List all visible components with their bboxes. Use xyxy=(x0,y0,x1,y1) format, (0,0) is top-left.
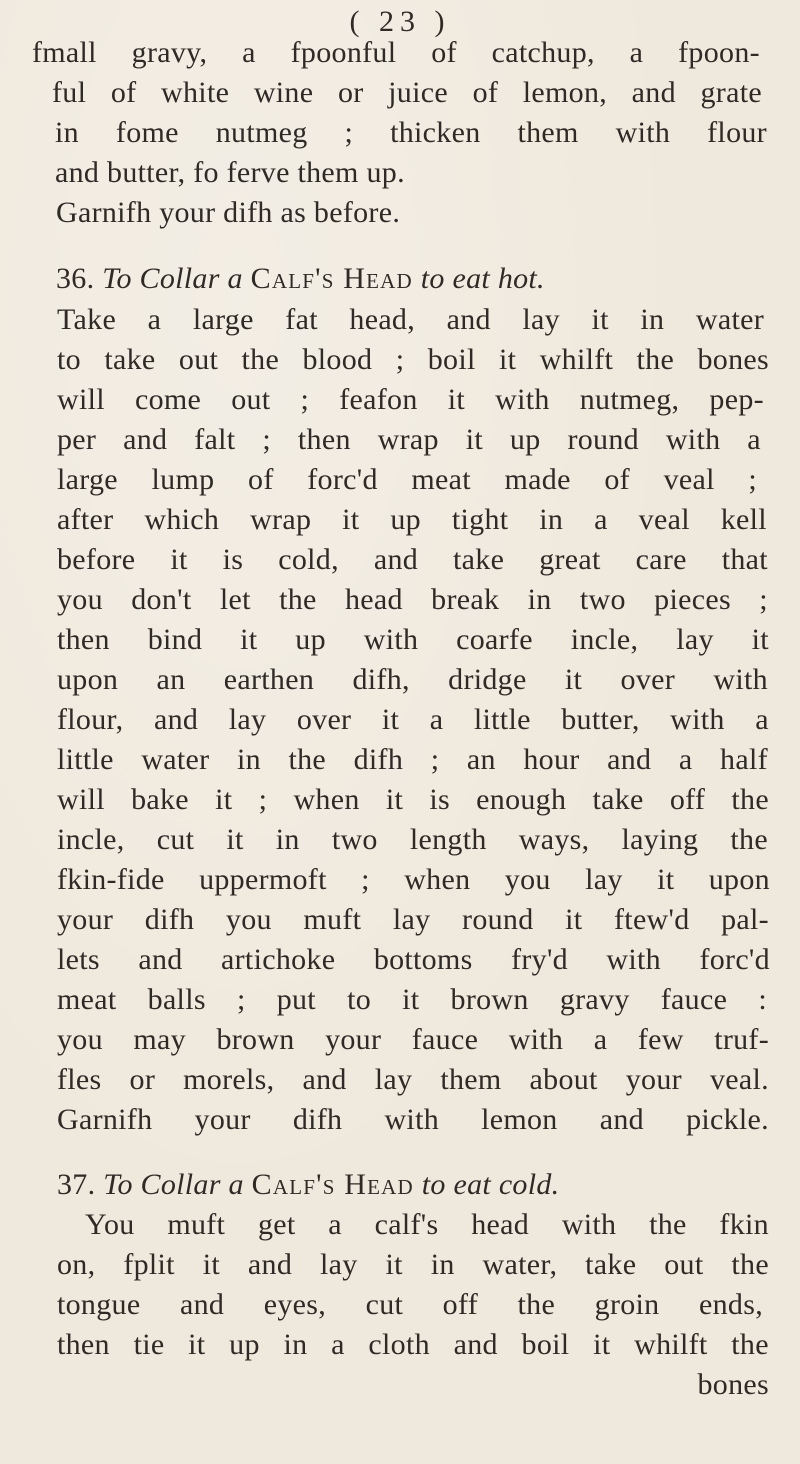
recipe-36-line: you don't let the head break in two pieces ; xyxy=(57,583,768,616)
recipe-37-heading xyxy=(57,1165,559,1205)
page-number: ( 23 ) xyxy=(349,5,451,38)
recipe-title-prefix: To Collar a xyxy=(103,1168,244,1201)
recipe-37-line: You muft get a calf's head with the fkin xyxy=(85,1208,769,1241)
recipe-title-name: Calf's Head xyxy=(250,262,413,295)
text-line: Garnifh your difh as before. xyxy=(56,196,401,229)
recipe-37-line: tongue and eyes, cut off the groin ends, xyxy=(57,1288,763,1321)
text-line: and butter, fo ferve them up. xyxy=(55,156,405,189)
recipe-36-line: fles or morels, and lay them about your veal. xyxy=(57,1063,769,1096)
recipe-36-heading xyxy=(56,259,545,299)
recipe-36-line: large lump of forc'd meat made of veal ; xyxy=(57,463,757,496)
recipe-36-line: incle, cut it in two length ways, laying the xyxy=(57,823,768,856)
text-line: fmall gravy, a fpoonful of catchup, a fpoon- xyxy=(32,36,760,69)
recipe-number: 37. xyxy=(57,1168,96,1201)
catchword: bones xyxy=(697,1368,769,1401)
recipe-36-line: flour, and lay over it a little butter, with a xyxy=(57,703,769,736)
recipe-36-line: Garnifh your difh with lemon and pickle. xyxy=(57,1103,769,1136)
recipe-37-line: then tie it up in a cloth and boil it whilft the xyxy=(57,1328,769,1361)
recipe-36-line: your difh you muft lay round it ftew'd pal- xyxy=(57,903,769,936)
recipe-36-line: will come out ; feafon it with nutmeg, pep- xyxy=(57,383,764,416)
recipe-36-line: will bake it ; when it is enough take off the xyxy=(57,783,769,816)
recipe-36-line: upon an earthen difh, dridge it over with xyxy=(57,663,768,696)
recipe-37-line: on, fplit it and lay it in water, take out the xyxy=(57,1248,769,1281)
recipe-title-prefix: To Collar a xyxy=(102,262,243,295)
recipe-36-line: fkin-fide uppermoft ; when you lay it upon xyxy=(57,863,770,896)
recipe-title-suffix: to eat cold. xyxy=(421,1168,560,1201)
text-line: ful of white wine or juice of lemon, and grate xyxy=(52,76,762,109)
recipe-number: 36. xyxy=(56,262,95,295)
recipe-36-line: Take a large fat head, and lay it in water xyxy=(57,303,764,336)
text-line: in fome nutmeg ; thicken them with flour xyxy=(55,116,767,149)
recipe-title-suffix: to eat hot. xyxy=(420,262,545,295)
recipe-36-line: then bind it up with coarfe incle, lay it xyxy=(57,623,769,656)
recipe-36-line: before it is cold, and take great care that xyxy=(57,543,768,576)
recipe-36-line: after which wrap it up tight in a veal kell xyxy=(57,503,767,536)
recipe-36-line: lets and artichoke bottoms fry'd with forc'd xyxy=(57,943,770,976)
recipe-36-line: you may brown your fauce with a few truf- xyxy=(57,1023,769,1056)
recipe-36-line: per and falt ; then wrap it up round with a xyxy=(57,423,761,456)
recipe-36-line: meat balls ; put to it brown gravy fauce : xyxy=(57,983,767,1016)
recipe-36-line: little water in the difh ; an hour and a half xyxy=(57,743,768,776)
recipe-36-line: to take out the blood ; boil it whilft the bones xyxy=(57,343,769,376)
recipe-title-name: Calf's Head xyxy=(251,1168,414,1201)
